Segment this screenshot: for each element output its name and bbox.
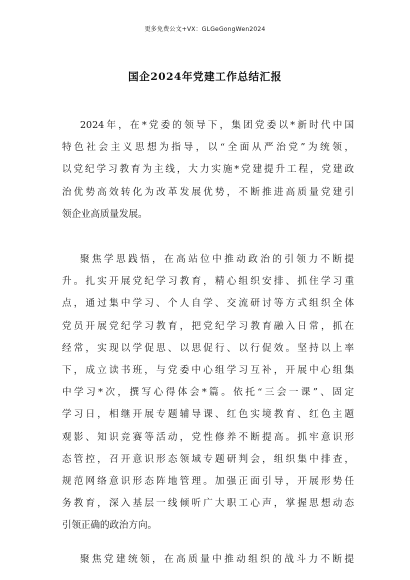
paragraph-line: 聚焦学思践悟，在高站位中推动政治的引领力不断提 [80,254,354,265]
paragraph-line: 务教育，深入基层一线倾听广大职工心声，掌握思想动态 [62,498,354,510]
paragraph-line: 升。扎实开展党纪学习教育，精心组织安排、抓住学习重 [62,276,354,288]
paragraph-line: 学习日，相继开展专题辅导课、红色实境教育、红色主题 [62,409,354,421]
document-title: 国企2024年党建工作总结汇报 [128,71,282,83]
header-note: 更多免费公文+VX：GLGeGongWen2024 [144,26,266,33]
paragraph-line: 治优势高效转化为改革发展优势，不断推进高质量党建引 [62,186,354,198]
paragraph-2 [62,249,354,537]
paragraph-line: 经常，实现以学促思、以思促行、以行促效。坚持以上率 [62,342,354,354]
paragraph-line: 点，通过集中学习、个人自学、交流研讨等方式组织全体 [62,298,354,310]
paragraph-line: 2024年，在*党委的领导下，集团党委以*新时代中国 [80,120,354,131]
paragraph-line: 下，成立读书班，与党委中心组学习互补，开展中心组集 [62,364,354,376]
paragraph-line: 引领正确的政治方向。 [62,520,158,532]
paragraph-line: 聚焦党建统领，在高质量中推动组织的战斗力不断提 [80,554,354,565]
paragraph-line: 领企业高质量发展。 [62,208,148,220]
paragraph-1 [62,115,354,226]
paragraph-line: 以党纪学习教育为主线，大力实施*党建提升工程，党建政 [62,164,354,176]
paragraph-line: 规范网络意识形态阵地管理。加强正面引导，开展形势任 [62,475,354,487]
paragraph-line: 党员开展党纪学习教育，把党纪学习教育融入日常，抓在 [62,320,354,332]
paragraph-line: 特色社会主义思想为指导，以“全面从严治党”为统领， [62,142,354,154]
paragraph-line: 态管控，召开意识形态领域专题研判会，组织集中排查， [62,453,354,465]
paragraph-line: 中学习*次，撰写心得体会*篇。依托“三会一课”、固定 [62,387,354,399]
paragraph-line: 观影、知识竞赛等活动，党性修养不断提高。抓牢意识形 [62,431,354,443]
paragraph-3 [62,549,354,571]
